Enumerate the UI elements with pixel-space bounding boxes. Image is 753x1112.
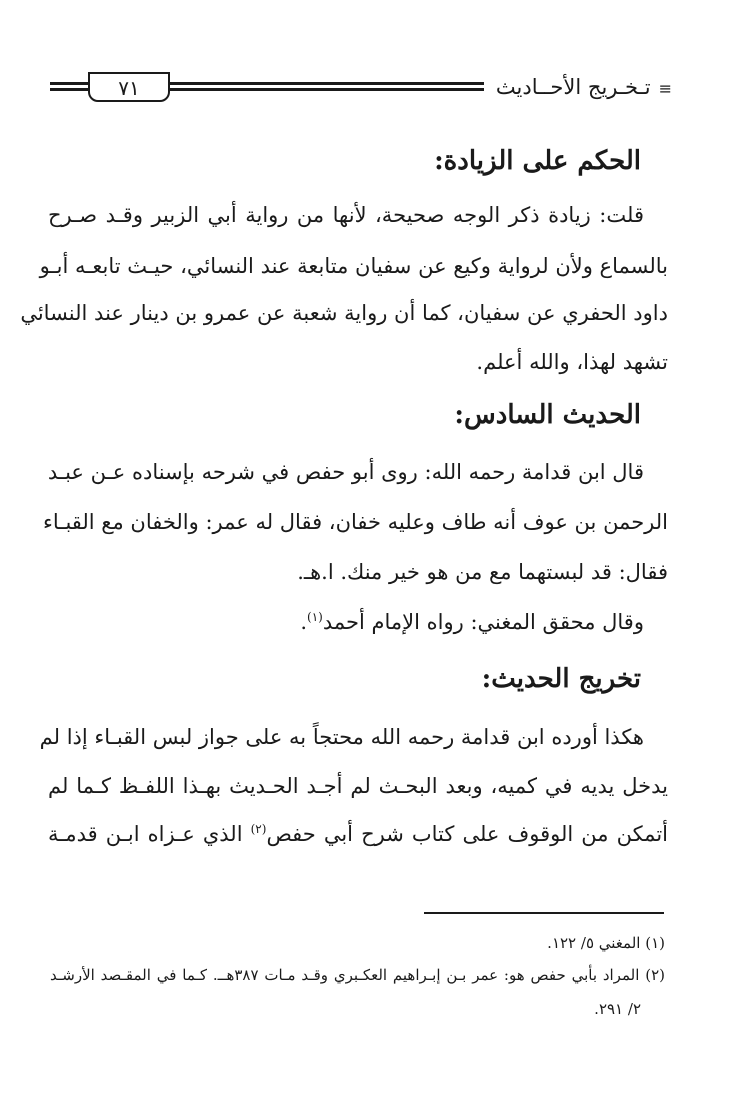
- muhaqqiq-text: وقال محقق المغني: رواه الإمام أحمد: [322, 610, 644, 634]
- footnote-2-line-2: ٢/ ٢٩١.: [594, 1000, 641, 1018]
- heading-ruling: الحكم على الزيادة:: [434, 146, 641, 176]
- hadith-line-1: قال ابن قدامة رحمه الله: روى أبو حفص في شرحه بإسناده عـن عبـد: [47, 460, 644, 484]
- takhrij-line-2: يدخل يديه في كميه، وبعد البحـث لم أجـد الحـديث بهـذا اللفـظ كـما لم: [48, 774, 668, 798]
- muhaqqiq-line: [48, 610, 644, 634]
- takhrij-line-3: [48, 822, 668, 846]
- ruling-line-1: قلت: زيادة ذكر الوجه صحيحة، لأنها من رواية أبي الزبير وقـد صـرح: [48, 203, 644, 227]
- running-title-text: تـخـريج الأحــاديث: [495, 75, 651, 99]
- page-number: ٧١: [88, 72, 170, 102]
- footnote-separator: [424, 912, 664, 914]
- ruling-line-4: تشهد لهذا، والله أعلم.: [476, 350, 668, 374]
- takhrij-line-3-before: أتمكن من الوقوف على كتاب شرح أبي حفص: [266, 822, 669, 846]
- muhaqqiq-end: .: [300, 610, 308, 634]
- heading-hadith: الحديث السادس:: [454, 400, 641, 430]
- footnote-1: (١) المغني ٥/ ١٢٢.: [547, 934, 665, 952]
- takhrij-line-1: هكذا أورده ابن قدامة رحمه الله محتجاً به على جواز لبس القبـاء إذا لم: [39, 725, 644, 749]
- footnote-ref-1[interactable]: (١): [307, 610, 323, 624]
- hadith-line-3: فقال: قد لبستهما مع من هو خير منك. ا.هـ.: [297, 560, 668, 584]
- page-header: [50, 72, 672, 108]
- heading-takhrij: تخريج الحديث:: [481, 664, 641, 694]
- ruling-line-3: داود الحفري عن سفيان، كما أن رواية شعبة عن عمرو بن دينار عند النسائي: [20, 301, 668, 325]
- running-title: [484, 72, 672, 104]
- footnote-2-line-1: (٢) المراد بأبي حفص هو: عمر بـن إبـراهيم العكـبري وقـد مـات ٣٨٧هــ. كـما في المقـصد الأرشـد: [50, 966, 665, 984]
- hadith-line-2: الرحمن بن عوف أنه طاف وعليه خفان، فقال له عمر: والخفان مع القبـاء: [43, 510, 668, 534]
- triple-bar-icon: ≡: [658, 79, 672, 98]
- footnote-ref-2[interactable]: (٢): [250, 822, 267, 836]
- ruling-line-2: بالسماع ولأن لرواية وكيع عن سفيان متابعة عند النسائي، حيـث تابعـه أبـو: [39, 254, 668, 278]
- takhrij-line-3-after: الذي عـزاه ابـن قدمـة: [48, 822, 251, 846]
